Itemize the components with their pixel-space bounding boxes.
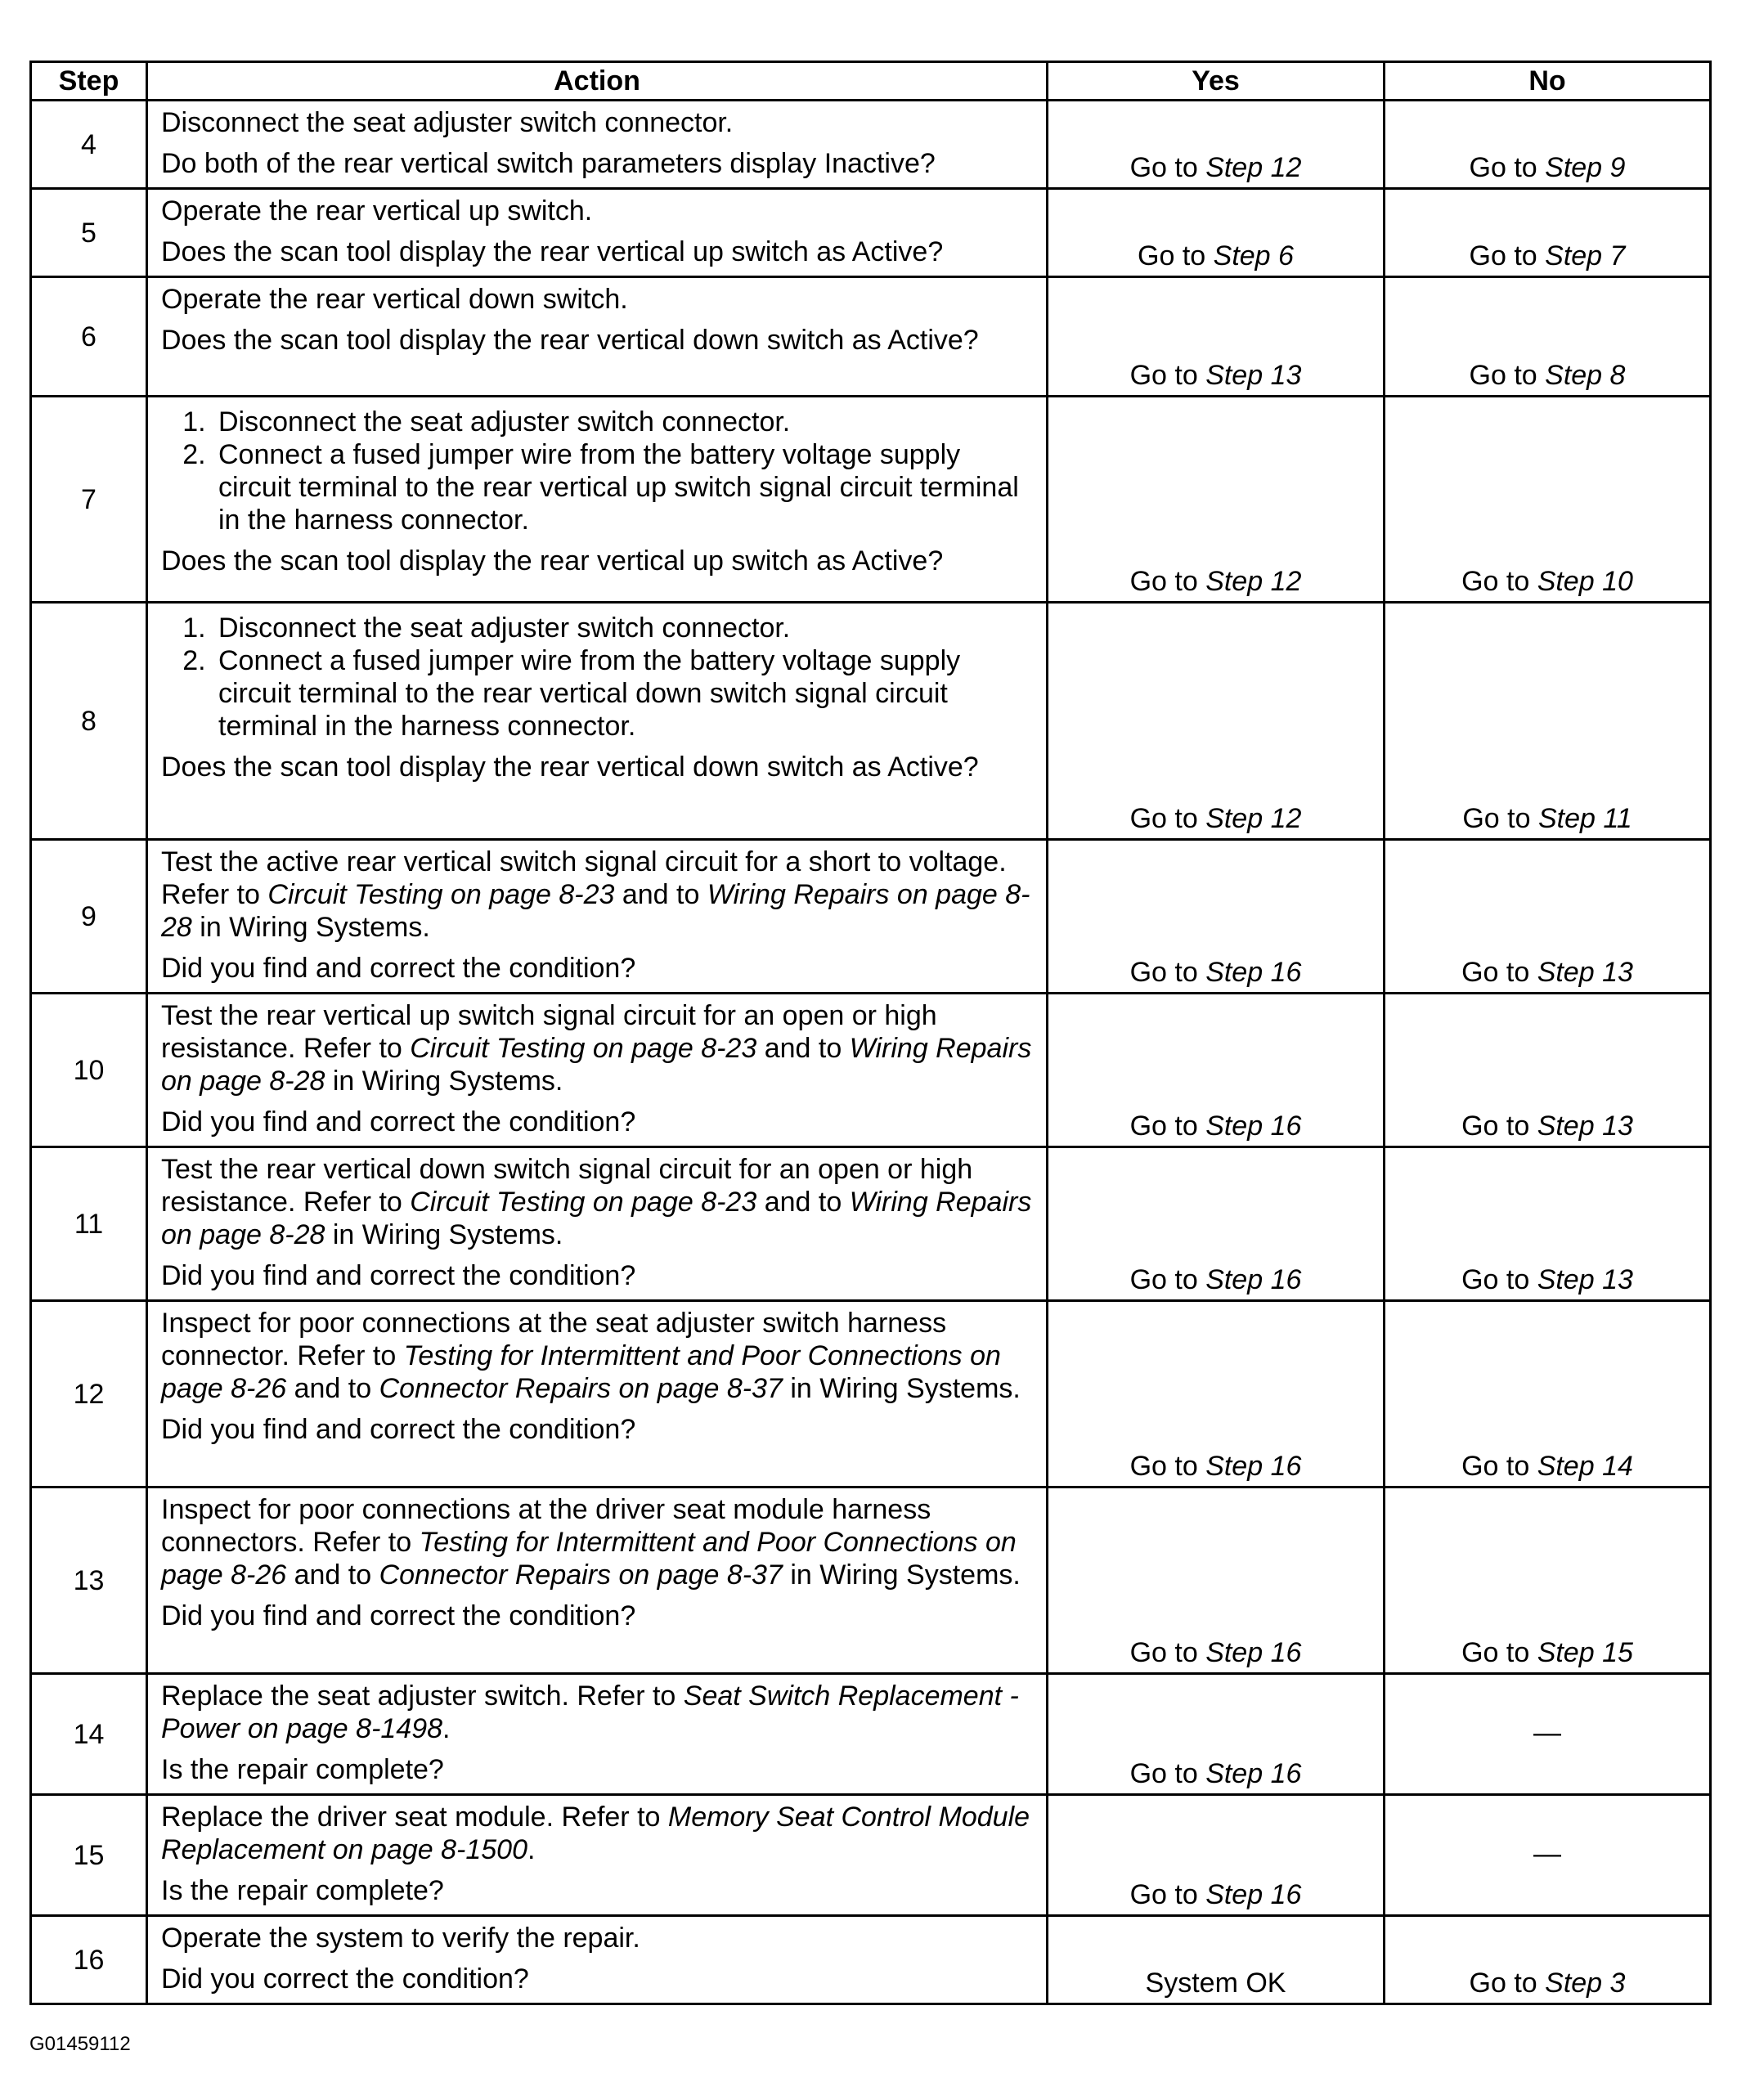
- action-text: [161, 751, 1038, 783]
- table-row: [31, 994, 1711, 1147]
- action-text-run: Test the active rear vertical switch signal circuit for a short to voltage. Refer to: [161, 846, 1007, 910]
- action-text-run: Does the scan tool display the rear vertical down switch as Active?: [161, 325, 979, 356]
- header-row: [31, 62, 1711, 101]
- step-reference: Step 16: [1205, 1264, 1302, 1295]
- table-row: [31, 101, 1711, 189]
- action-text: [161, 1680, 1038, 1745]
- action-step-item: 1. Disconnect the seat adjuster switch connector.: [213, 612, 1038, 644]
- step-number: 7: [31, 397, 147, 603]
- header-action: Action: [147, 62, 1048, 101]
- goto-text: Go to: [1129, 803, 1206, 834]
- goto-text: Go to: [1469, 240, 1546, 271]
- action-text: [161, 106, 1038, 139]
- step-reference: Step 15: [1537, 1637, 1633, 1668]
- action-cell: [147, 1674, 1048, 1795]
- action-text-run: Does the scan tool display the rear vertical down switch as Active?: [161, 752, 979, 783]
- action-text-run: and to: [286, 1373, 379, 1404]
- action-text: [161, 147, 1038, 180]
- header-step: Step: [31, 62, 147, 101]
- goto-text: Go to: [1469, 152, 1546, 183]
- action-text: [161, 1307, 1038, 1405]
- action-steps-list: [161, 612, 1038, 743]
- reference-text: Circuit Testing on page 8-23: [410, 1187, 757, 1218]
- action-cell: [147, 1301, 1048, 1488]
- no-result: [1385, 603, 1711, 840]
- no-result-dash: —: [1533, 1716, 1561, 1748]
- no-result: [1385, 994, 1711, 1147]
- action-text-run: and to: [614, 879, 707, 910]
- action-text: [161, 1600, 1038, 1632]
- action-text-run: in Wiring Systems.: [782, 1559, 1021, 1591]
- reference-text: Wiring Repairs on page 8-28: [161, 879, 1030, 943]
- action-text-run: Does the scan tool display the rear vertical up switch as Active?: [161, 236, 944, 267]
- table-row: [31, 1795, 1711, 1916]
- action-steps-list: [161, 406, 1038, 536]
- action-text-run: Operate the rear vertical up switch.: [161, 195, 593, 227]
- step-reference: Step 7: [1545, 240, 1626, 271]
- goto-text: Go to: [1129, 1758, 1206, 1789]
- action-text-run: Test the rear vertical up switch signal circuit for an open or high resistance. Refer to: [161, 1000, 937, 1064]
- action-text: [161, 1259, 1038, 1292]
- action-text: [161, 1922, 1038, 1954]
- yes-result: [1048, 1488, 1385, 1674]
- step-reference: Step 10: [1537, 566, 1633, 597]
- goto-text: Go to: [1469, 1968, 1546, 1999]
- yes-result: [1048, 1916, 1385, 2004]
- table-row: [31, 189, 1711, 277]
- no-result: [1385, 1488, 1711, 1674]
- yes-result: [1048, 1795, 1385, 1916]
- header-yes: Yes: [1048, 62, 1385, 101]
- action-step-item: 2. Connect a fused jumper wire from the battery voltage supply circuit terminal to the rear vertical up switch signal circuit terminal in the harness connector.: [213, 438, 1038, 536]
- step-reference: Step 16: [1205, 1451, 1302, 1482]
- goto-text: Go to: [1461, 1637, 1537, 1668]
- no-result: [1385, 1301, 1711, 1488]
- goto-text: Go to: [1129, 152, 1206, 183]
- no-result: [1385, 1147, 1711, 1301]
- goto-text: Go to: [1138, 240, 1214, 271]
- goto-text: Go to: [1462, 803, 1538, 834]
- step-reference: Step 16: [1205, 1111, 1302, 1142]
- step-number: 15: [31, 1795, 147, 1916]
- goto-text: Go to: [1129, 1451, 1206, 1482]
- action-text: [161, 1963, 1038, 1995]
- step-reference: Step 12: [1205, 566, 1302, 597]
- no-result: [1385, 840, 1711, 994]
- goto-text: Go to: [1129, 1637, 1206, 1668]
- action-text-run: and to: [286, 1559, 379, 1591]
- action-text: [161, 545, 1038, 577]
- reference-text: Connector Repairs on page 8-37: [379, 1373, 783, 1404]
- no-result: [1385, 1916, 1711, 2004]
- no-result: [1385, 277, 1711, 397]
- action-text-run: Test the rear vertical down switch signal circuit for an open or high resistance. Refer to: [161, 1154, 973, 1218]
- step-reference: Step 16: [1205, 957, 1302, 988]
- action-text-run: Inspect for poor connections at the seat adjuster switch harness connector. Refer to: [161, 1308, 947, 1371]
- action-text-run: Do both of the rear vertical switch parameters display Inactive?: [161, 148, 936, 179]
- reference-text: Seat Switch Replacement - Power on page 8-1498: [161, 1680, 1019, 1744]
- goto-text: Go to: [1461, 957, 1537, 988]
- goto-text: Go to: [1469, 360, 1546, 391]
- goto-text: Go to: [1129, 957, 1206, 988]
- action-cell: [147, 840, 1048, 994]
- step-reference: Step 12: [1205, 152, 1302, 183]
- step-number: 14: [31, 1674, 147, 1795]
- step-reference: Step 16: [1205, 1879, 1302, 1910]
- action-cell: [147, 1916, 1048, 2004]
- action-text-run: .: [442, 1713, 451, 1744]
- header-no: No: [1385, 62, 1711, 101]
- action-text: [161, 1753, 1038, 1786]
- action-text-run: and to: [756, 1033, 850, 1064]
- figure-code: G01459112: [29, 2033, 131, 2055]
- action-text: [161, 283, 1038, 316]
- action-text: [161, 1106, 1038, 1138]
- goto-text: Go to: [1129, 566, 1206, 597]
- step-number: 6: [31, 277, 147, 397]
- no-result: [1385, 397, 1711, 603]
- step-reference: Step 13: [1205, 360, 1302, 391]
- goto-text: Go to: [1461, 566, 1537, 597]
- reference-text: Wiring Repairs on page 8-28: [161, 1033, 1032, 1097]
- step-number: 12: [31, 1301, 147, 1488]
- step-reference: Step 3: [1545, 1968, 1626, 1999]
- no-result-dash: —: [1533, 1838, 1561, 1869]
- yes-result: [1048, 603, 1385, 840]
- step-number: 8: [31, 603, 147, 840]
- step-reference: Step 11: [1537, 803, 1632, 834]
- step-number: 11: [31, 1147, 147, 1301]
- yes-result: [1048, 994, 1385, 1147]
- action-text-run: Did you find and correct the condition?: [161, 1106, 636, 1138]
- no-result: [1385, 189, 1711, 277]
- action-cell: [147, 603, 1048, 840]
- step-reference: Step 13: [1537, 1111, 1633, 1142]
- action-text-run: Is the repair complete?: [161, 1754, 444, 1785]
- step-number: 4: [31, 101, 147, 189]
- action-cell: [147, 101, 1048, 189]
- action-cell: [147, 1795, 1048, 1916]
- step-reference: Step 13: [1537, 1264, 1633, 1295]
- action-text: [161, 195, 1038, 227]
- action-text-run: .: [527, 1834, 536, 1865]
- reference-text: Memory Seat Control Module Replacement on page 8-1500: [161, 1802, 1030, 1865]
- action-text-run: Did you find and correct the condition?: [161, 1260, 636, 1291]
- action-text: [161, 952, 1038, 985]
- table-row: [31, 397, 1711, 603]
- action-text-run: Replace the seat adjuster switch. Refer to: [161, 1680, 684, 1712]
- action-cell: [147, 1147, 1048, 1301]
- table-row: [31, 1674, 1711, 1795]
- action-text-run: in Wiring Systems.: [191, 912, 430, 943]
- step-number: 13: [31, 1488, 147, 1674]
- yes-result: [1048, 1147, 1385, 1301]
- action-cell: [147, 994, 1048, 1147]
- action-text: [161, 324, 1038, 357]
- reference-text: Connector Repairs on page 8-37: [379, 1559, 783, 1591]
- yes-result: [1048, 840, 1385, 994]
- action-text-run: in Wiring Systems.: [325, 1219, 563, 1250]
- action-text: [161, 999, 1038, 1097]
- action-cell: [147, 1488, 1048, 1674]
- table-row: [31, 1301, 1711, 1488]
- table-row: [31, 840, 1711, 994]
- action-text: [161, 1874, 1038, 1907]
- step-reference: Step 9: [1545, 152, 1626, 183]
- step-number: 10: [31, 994, 147, 1147]
- table-row: [31, 1488, 1711, 1674]
- yes-result: [1048, 189, 1385, 277]
- action-text-run: Did you correct the condition?: [161, 1963, 529, 1995]
- goto-text: Go to: [1461, 1451, 1537, 1482]
- action-text: [161, 1801, 1038, 1866]
- step-reference: Step 14: [1537, 1451, 1633, 1482]
- diagnostic-table: [29, 61, 1712, 2005]
- step-reference: Step 16: [1205, 1758, 1302, 1789]
- action-text: [161, 846, 1038, 944]
- action-text-run: Inspect for poor connections at the driver seat module harness connectors. Refer to: [161, 1494, 931, 1558]
- action-cell: [147, 397, 1048, 603]
- action-cell: [147, 189, 1048, 277]
- table-row: [31, 1147, 1711, 1301]
- step-reference: Step 8: [1545, 360, 1626, 391]
- action-text-run: Did you find and correct the condition?: [161, 1600, 636, 1631]
- reference-text: Testing for Intermittent and Poor Connections on page 8-26: [161, 1527, 1017, 1591]
- action-text-run: Is the repair complete?: [161, 1875, 444, 1906]
- action-cell: [147, 277, 1048, 397]
- goto-text: Go to: [1129, 360, 1206, 391]
- no-result: [1385, 101, 1711, 189]
- goto-text: Go to: [1129, 1879, 1206, 1910]
- action-text-run: and to: [756, 1187, 850, 1218]
- result-text: System OK: [1145, 1968, 1286, 1999]
- step-reference: Step 13: [1537, 957, 1633, 988]
- action-text-run: in Wiring Systems.: [325, 1066, 563, 1097]
- yes-result: [1048, 277, 1385, 397]
- action-text-run: Did you find and correct the condition?: [161, 1414, 636, 1445]
- step-reference: Step 6: [1213, 240, 1294, 271]
- table-row: [31, 1916, 1711, 2004]
- reference-text: Circuit Testing on page 8-23: [267, 879, 615, 910]
- goto-text: Go to: [1129, 1264, 1206, 1295]
- action-text: [161, 1153, 1038, 1251]
- action-text-run: Did you find and correct the condition?: [161, 953, 636, 984]
- no-result: [1385, 1795, 1711, 1916]
- table-row: [31, 603, 1711, 840]
- step-number: 16: [31, 1916, 147, 2004]
- action-text-run: Replace the driver seat module. Refer to: [161, 1802, 668, 1833]
- reference-text: Testing for Intermittent and Poor Connections on page 8-26: [161, 1340, 1001, 1404]
- reference-text: Wiring Repairs on page 8-28: [161, 1187, 1032, 1250]
- action-step-item: 2. Connect a fused jumper wire from the battery voltage supply circuit terminal to the rear vertical down switch signal circuit terminal in the harness connector.: [213, 644, 1038, 743]
- step-number: 9: [31, 840, 147, 994]
- goto-text: Go to: [1461, 1264, 1537, 1295]
- action-text-run: Operate the system to verify the repair.: [161, 1923, 640, 1954]
- action-step-item: 1. Disconnect the seat adjuster switch connector.: [213, 406, 1038, 438]
- table-row: [31, 277, 1711, 397]
- step-number: 5: [31, 189, 147, 277]
- action-text: [161, 236, 1038, 268]
- yes-result: [1048, 101, 1385, 189]
- goto-text: Go to: [1461, 1111, 1537, 1142]
- action-text-run: in Wiring Systems.: [782, 1373, 1021, 1404]
- action-text-run: Operate the rear vertical down switch.: [161, 284, 628, 315]
- action-text: [161, 1413, 1038, 1446]
- yes-result: [1048, 1674, 1385, 1795]
- yes-result: [1048, 1301, 1385, 1488]
- goto-text: Go to: [1129, 1111, 1206, 1142]
- reference-text: Circuit Testing on page 8-23: [410, 1033, 757, 1064]
- no-result: [1385, 1674, 1711, 1795]
- action-text-run: Does the scan tool display the rear vertical up switch as Active?: [161, 545, 944, 577]
- action-text-run: Disconnect the seat adjuster switch connector.: [161, 107, 734, 138]
- step-reference: Step 16: [1205, 1637, 1302, 1668]
- yes-result: [1048, 397, 1385, 603]
- step-reference: Step 12: [1205, 803, 1302, 834]
- action-text: [161, 1493, 1038, 1591]
